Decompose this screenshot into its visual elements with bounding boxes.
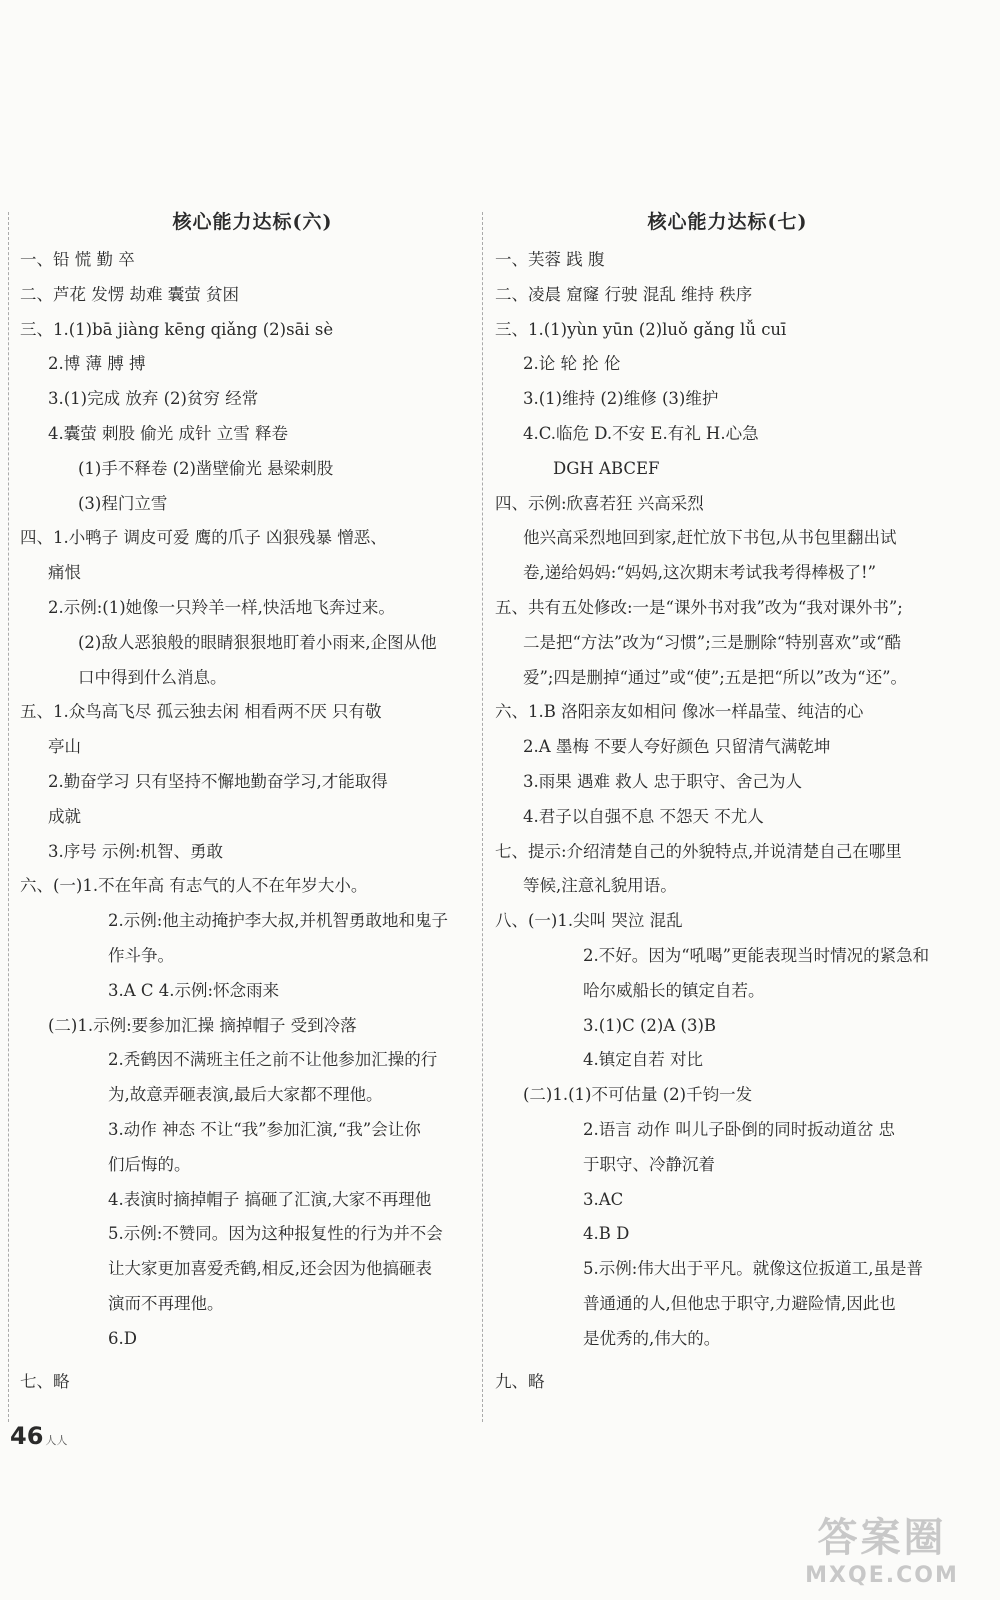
answer-line: (二)1.示例:要参加汇操 摘掉帽子 受到冷落	[48, 1015, 357, 1035]
answer-line: 二、芦花 发愣 劫难 囊萤 贫困	[20, 284, 239, 304]
answer-line: 2.不好。因为“吼喝”更能表现当时情况的紧急和	[583, 945, 930, 965]
answer-line: (二)1.(1)不可估量 (2)千钧一发	[523, 1085, 753, 1105]
answer-line: 3.A C 4.示例:怀念雨来	[108, 980, 280, 1000]
answer-line: 于职守、冷静沉着	[583, 1154, 715, 1174]
answer-line: 他兴高采烈地回到家,赶忙放下书包,从书包里翻出试	[523, 528, 897, 548]
answer-line: 二、凌晨 窟窿 行驶 混乱 维持 秩序	[495, 284, 753, 304]
answer-line: 为,故意弄砸表演,最后大家都不理他。	[108, 1085, 383, 1105]
answer-line: 成就	[48, 806, 81, 826]
answer-line: 一、铅 慌 勤 卒	[20, 250, 135, 269]
answer-line: 一、芙蓉 践 腹	[495, 250, 605, 269]
answer-line: 四、示例:欣喜若狂 兴高采烈	[495, 493, 704, 513]
answer-line: 哈尔威船长的镇定自若。	[583, 980, 765, 1000]
answer-line: 3.(1)C (2)A (3)B	[583, 1015, 717, 1035]
answer-line: 4.囊萤 刺股 偷光 成针 立雪 释卷	[48, 423, 288, 443]
answer-line: 3.序号 示例:机智、勇敢	[48, 841, 224, 861]
answer-line: 九、略	[495, 1371, 545, 1391]
answer-line: 4.君子以自强不息 不怨天 不尤人	[523, 806, 764, 826]
answer-line: 让大家更加喜爱秃鹤,相反,还会因为他搞砸表	[108, 1259, 432, 1279]
watermark-url: MXQE.COM	[805, 1563, 959, 1588]
left-column	[20, 205, 485, 1399]
answer-line: 作斗争。	[108, 945, 174, 965]
answer-line: 2.示例:(1)她像一只羚羊一样,快活地飞奔过来。	[48, 597, 395, 617]
answer-line: 二是把“方法”改为“习惯”;三是删除“特别喜欢”或“酷	[523, 632, 902, 652]
answer-line: 六、1.B 洛阳亲友如相问 像冰一样晶莹、纯洁的心	[495, 702, 864, 722]
answer-line: 3.动作 神态 不让“我”参加汇演,“我”会让你	[108, 1119, 421, 1139]
answer-line: 5.示例:不赞同。因为这种报复性的行为并不会	[108, 1224, 443, 1244]
answer-line: 4.B D	[583, 1224, 630, 1244]
answer-line: 五、1.众鸟高飞尽 孤云独去闲 相看两不厌 只有敬	[20, 702, 382, 722]
answer-line: 2.秃鹤因不满班主任之前不让他参加汇操的行	[108, 1050, 438, 1070]
answer-line: 卷,递给妈妈:“妈妈,这次期末考试我考得棒极了!”	[523, 563, 877, 583]
left-margin-rule	[8, 212, 9, 1422]
answer-line: 演而不再理他。	[108, 1293, 224, 1313]
answer-line: 三、1.(1)yùn yūn (2)luǒ gǎng lǚ cuī	[495, 319, 787, 339]
answer-line: 2.论 轮 抡 伦	[523, 354, 621, 374]
answer-line: 七、略	[20, 1371, 70, 1391]
answer-line: 4.表演时摘掉帽子 搞砸了汇演,大家不再理他	[108, 1189, 432, 1209]
answer-line: 们后悔的。	[108, 1154, 191, 1174]
answer-line: 2.语言 动作 叫儿子卧倒的同时扳动道岔 忠	[583, 1119, 895, 1139]
answer-line: 3.(1)维持 (2)维修 (3)维护	[523, 389, 719, 409]
answer-line: 2.博 薄 膊 搏	[48, 354, 146, 374]
right-column	[495, 205, 960, 1399]
answer-line: 亭山	[48, 737, 81, 757]
answer-line: 八、(一)1.尖叫 哭泣 混乱	[495, 911, 683, 931]
answer-line: 6.D	[108, 1328, 137, 1348]
page-number	[10, 1422, 67, 1450]
answer-line: 普通通的人,但他忠于职守,力避险情,因此也	[583, 1293, 896, 1313]
answer-line: 六、(一)1.不在年高 有志气的人不在年岁大小。	[20, 876, 368, 896]
answer-line: 2.示例:他主动掩护李大叔,并机智勇敢地和鬼子	[108, 911, 449, 931]
right-section-title: 核心能力达标(七)	[647, 211, 808, 233]
left-section-title: 核心能力达标(六)	[172, 211, 333, 233]
answer-line: 口中得到什么消息。	[78, 667, 227, 687]
answer-line: (2)敌人恶狼般的眼睛狠狠地盯着小雨来,企图从他	[78, 632, 437, 652]
answer-line: 四、1.小鸭子 调皮可爱 鹰的爪子 凶狠残暴 憎恶、	[20, 528, 387, 548]
answer-line: DGH ABCEF	[553, 458, 660, 478]
answer-line: 5.示例:伟大出于平凡。就像这位扳道工,虽是普	[583, 1259, 924, 1279]
watermark-title: 答案圈	[817, 1515, 947, 1561]
answer-line: (1)手不释卷 (2)凿壁偷光 悬梁刺股	[78, 458, 334, 478]
answer-line: 痛恨	[48, 563, 81, 583]
answer-line: (3)程门立雪	[78, 493, 168, 513]
answer-line: 是优秀的,伟大的。	[583, 1328, 721, 1348]
answer-line: 2.A 墨梅 不要人夸好颜色 只留清气满乾坤	[523, 737, 831, 757]
page-number-value: 46	[10, 1422, 44, 1450]
answer-line: 爱”;四是删掉“通过”或“使”;五是把“所以”改为“还”。	[523, 667, 908, 687]
watermark-logo	[782, 1506, 982, 1588]
page-number-suffix: 人人	[45, 1434, 68, 1447]
answer-line: 等候,注意礼貌用语。	[523, 876, 677, 896]
answer-line: 五、共有五处修改:一是“课外书对我”改为“我对课外书”;	[495, 597, 903, 617]
answer-line: 4.镇定自若 对比	[583, 1050, 703, 1070]
answer-line: 4.C.临危 D.不安 E.有礼 H.心急	[523, 423, 759, 443]
answer-line: 2.勤奋学习 只有坚持不懈地勤奋学习,才能取得	[48, 771, 388, 791]
answer-line: 3.(1)完成 放弃 (2)贫穷 经常	[48, 389, 259, 409]
answer-line: 七、提示:介绍清楚自己的外貌特点,并说清楚自己在哪里	[495, 841, 902, 861]
answer-line: 3.雨果 遇难 救人 忠于职守、舍己为人	[523, 771, 802, 791]
answer-line: 三、1.(1)bā jiàng kēng qiǎng (2)sāi sè	[20, 319, 334, 339]
answer-line: 3.AC	[583, 1189, 624, 1209]
